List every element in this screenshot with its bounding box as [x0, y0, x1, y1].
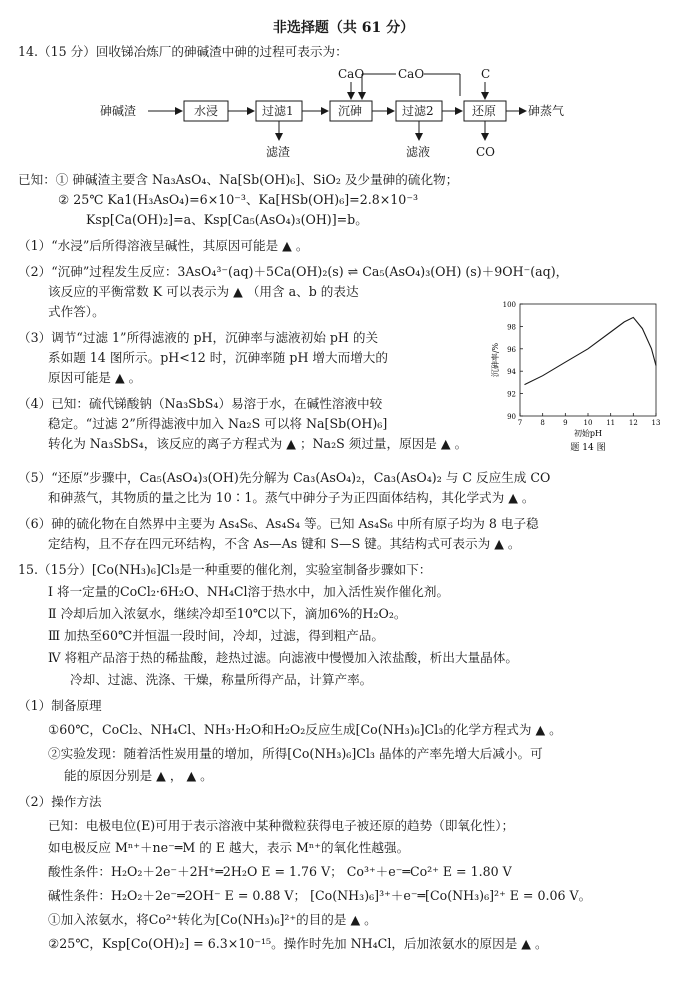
- q14-part-3c: 原因可能是 ▲ 。: [48, 370, 142, 385]
- q15-intro: 15.（15分）[Co(NH₃)₆]Cl₃是一种重要的催化剂，实验室制备步骤如下：: [18, 562, 432, 577]
- q14-part-3b: 系如题 14 图所示。pH<12 时，沉砷率随 pH 增大而增大的: [48, 350, 388, 365]
- q14-part-3a: （3）调节“过滤 1”所得滤液的 pH，沉砷率与滤液初始 pH 的关: [18, 330, 379, 345]
- process-flow-diagram: [100, 64, 570, 164]
- q15-known-2: 如电极反应 Mⁿ⁺＋ne⁻═M 的 E 越大，表示 Mⁿ⁺的氧化性越强。: [48, 840, 410, 855]
- y-axis-label: 沉砷率/%: [491, 342, 500, 378]
- y-tick-label: 90: [507, 413, 516, 421]
- flow-end-label: 砷蒸气: [528, 104, 565, 118]
- q14-known-2: ② 25℃ Ka1(H₃AsO₄)=6×10⁻³、Ka[HSb(OH)₆]=2.8×10⁻³: [58, 192, 419, 207]
- q15-part-2a: ①加入浓氨水，将Co²⁺转化为[Co(NH₃)₆]²⁺的目的是 ▲ 。: [48, 912, 377, 927]
- flow-svg: [100, 64, 570, 164]
- y-tick-label: 92: [507, 390, 516, 399]
- q14-part-4a: （4）已知：硫代锑酸钠（Na₃SbS₄）易溶于水，在碱性溶液中较: [18, 396, 383, 411]
- flow-box-2: 过滤1: [262, 104, 294, 118]
- q14-part-4c: 转化为 Na₃SbS₄，该反应的离子方程式为 ▲ ；Na₂S 须过量，原因是 ▲ 。: [48, 436, 468, 451]
- q15-part-1c: 能的原因分别是 ▲ ， ▲ 。: [64, 768, 213, 783]
- q14-part-2b: 该反应的平衡常数 K 可以表示为 ▲ （用含 a、b 的表达: [48, 284, 359, 299]
- x-tick-label: 9: [563, 419, 568, 427]
- q14-part-6b: 定结构，且不存在四元环结构，不含 As—As 键和 S—S 键。其结构式可表示为 ▲ 。: [48, 536, 521, 551]
- q15-step-2: Ⅱ 冷却后加入浓氨水，继续冷却至10℃以下，滴加6%的H₂O₂。: [48, 606, 407, 621]
- q14-part-6a: （6）砷的硫化物在自然界中主要为 As₄S₆、As₄S₄ 等。已知 As₄S₆ 中所有原子均为 8 电子稳: [18, 516, 539, 531]
- q14-part-5a: （5）“还原”步骤中，Ca₅(AsO₄)₃(OH)先分解为 Ca₃(AsO₄)₂，Ca₃(AsO₄)₂ 与 C 反应生成 CO: [18, 470, 551, 485]
- x-tick-label: 8: [540, 419, 545, 427]
- flow-box-4: 过滤2: [402, 104, 434, 118]
- q14-part-2a: （2）“沉砷”过程发生反应：3AsO₄³⁻(aq)＋5Ca(OH)₂(s) ⇌ Ca₅(AsO₄)₃(OH) (s)＋9OH⁻(aq)，: [18, 264, 569, 279]
- flow-top-label-2: CaO: [398, 67, 425, 81]
- q14-part-4b: 稳定。“过滤 2”所得滤液中加入 Na₂S 可以将 Na[Sb(OH)₆]: [48, 416, 388, 431]
- flow-bottom-label-2: 滤液: [406, 145, 431, 159]
- flow-top-label-3: C: [481, 67, 491, 81]
- x-tick-label: 11: [606, 419, 616, 427]
- x-tick-label: 12: [628, 419, 638, 427]
- chart-svg: [488, 298, 668, 458]
- q15-known-1: 已知：电极电位(E)可用于表示溶液中某种微粒获得电子被还原的趋势（即氧化性）；: [48, 818, 515, 833]
- x-tick-label: 7: [517, 419, 523, 427]
- flow-box-1: 水浸: [194, 104, 219, 118]
- x-tick-label: 10: [583, 419, 593, 427]
- q15-heading-2: （2）操作方法: [18, 794, 102, 809]
- chart-caption: 题 14 图: [570, 443, 606, 453]
- flow-bottom-label-3: CO: [476, 145, 496, 159]
- ph-chart: [488, 298, 668, 458]
- q15-known-4: 碱性条件：H₂O₂＋2e⁻═2OH⁻ E = 0.88 V； [Co(NH₃)₆]³⁺＋e⁻═[Co(NH₃)₆]²⁺ E = 0.06 V。: [48, 888, 592, 903]
- y-tick-label: 98: [507, 323, 516, 332]
- flow-top-label-1: CaO: [338, 67, 365, 81]
- section-title: 非选择题（共 61 分）: [272, 20, 415, 36]
- y-tick-label: 100: [502, 301, 516, 309]
- q15-step-4a: Ⅳ 将粗产品溶于热的稀盐酸，趁热过滤。向滤液中慢慢加入浓盐酸，析出大量晶体。: [48, 650, 518, 665]
- x-tick-label: 13: [651, 419, 661, 427]
- flow-box-3: 沉砷: [338, 104, 363, 118]
- q15-step-1: Ⅰ 将一定量的CoCl₂·6H₂O、NH₄Cl溶于热水中，加入活性炭作催化剂。: [48, 584, 450, 599]
- series-line: [525, 317, 657, 384]
- q15-known-3: 酸性条件：H₂O₂＋2e⁻＋2H⁺═2H₂O E = 1.76 V； Co³⁺＋e⁻═Co²⁺ E = 1.80 V: [48, 864, 512, 879]
- flow-bottom-label-1: 滤渣: [266, 145, 291, 159]
- q15-step-4b: 冷却、过滤、洗涤、干燥，称量所得产品，计算产率。: [70, 672, 373, 687]
- q15-part-1a: ①60℃，CoCl₂、NH₄Cl、NH₃·H₂O和H₂O₂反应生成[Co(NH₃)₆]Cl₃的化学方程式为 ▲ 。: [48, 722, 562, 737]
- q15-heading-1: （1）制备原理: [18, 698, 102, 713]
- q14-part-1: （1）“水浸”后所得溶液呈碱性，其原因可能是 ▲ 。: [18, 238, 309, 253]
- y-tick-label: 96: [507, 345, 516, 354]
- flow-start-label: 砷碱渣: [100, 104, 137, 118]
- q14-intro: 14.（15 分）回收锑冶炼厂的砷碱渣中砷的过程可表示为：: [18, 44, 348, 59]
- flow-box-5: 还原: [472, 104, 497, 118]
- q14-known-1: 已知：① 砷碱渣主要含 Na₃AsO₄、Na[Sb(OH)₆]、SiO₂ 及少量砷的硫化物；: [18, 172, 459, 187]
- q14-part-5b: 和砷蒸气，其物质的量之比为 10∶1。蒸气中砷分子为正四面体结构，其化学式为 ▲ 。: [48, 490, 535, 505]
- q15-part-2b: ②25℃，Ksp[Co(OH)₂] = 6.3×10⁻¹⁵。操作时先加 NH₄Cl，后加浓氨水的原因是 ▲ 。: [48, 936, 548, 951]
- q15-step-3: Ⅲ 加热至60℃并恒温一段时间，冷却，过滤，得到粗产品。: [48, 628, 384, 643]
- q15-part-1b: ②实验发现：随着活性炭用量的增加，所得[Co(NH₃)₆]Cl₃ 晶体的产率先增大后减小。可: [48, 746, 543, 761]
- q14-known-3: Ksp[Ca(OH)₂]=a、Ksp[Ca₅(AsO₄)₃(OH)]=b。: [86, 212, 368, 227]
- q14-part-2c: 式作答）。: [48, 304, 105, 319]
- y-tick-label: 94: [507, 368, 516, 377]
- x-axis-label: 初始pH: [573, 429, 603, 438]
